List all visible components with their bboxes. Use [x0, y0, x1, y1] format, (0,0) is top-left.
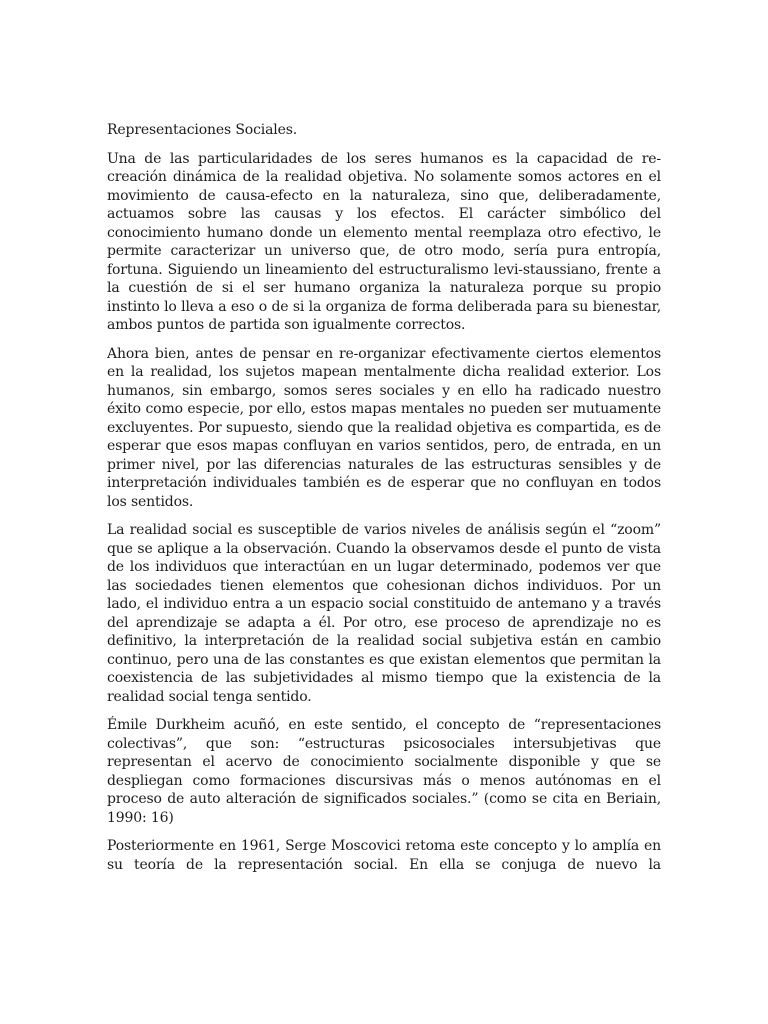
paragraph-5: Posteriormente en 1961, Serge Moscovici retoma este concepto y lo amplía en su teoría de la representación social. En ella se conjuga de nuevo la — [107, 838, 661, 873]
document-page — [107, 121, 661, 884]
paragraph-3: La realidad social es susceptible de varios niveles de análisis según el “zoom” que se aplique a la observación. Cuando la observamos desde el punto de vista de los individuos que interactúan en un lugar determinado, podemos ver que las sociedades tienen elementos que cohesionan dichos individuos. Por un lado, el individuo entra a un espacio social constituido de antemano y a través del aprendizaje se adapta a él. Por otro, ese proceso de aprendizaje no es definitivo, la interpretación de la realidad social subjetiva están en cambio continuo, pero una de las constantes es que existan elementos que permitan la coexistencia de las subjetividades al mismo tiempo que la existencia de la realidad social tenga sentido. — [107, 522, 661, 705]
document-title: Representaciones Sociales. — [107, 122, 298, 138]
paragraph-2: Ahora bien, antes de pensar en re-organizar efectivamente ciertos elementos en la realidad, los sujetos mapean mentalmente dicha realidad exterior. Los humanos, sin embargo, somos seres sociales y en ello ha radicado nuestro éxito como especie, por ello, estos mapas mentales no pueden ser mutuamente excluyentes. Por supuesto, siendo que la realidad objetiva es compartida, es de esperar que esos mapas confluyan en varios sentidos, pero, de entrada, en un primer nivel, por las diferencias naturales de las estructuras sensibles y de interpretación individuales también es de esperar que no confluyan en todos los sentidos. — [107, 345, 661, 510]
paragraph-4: Émile Durkheim acuñó, en este sentido, el concepto de “representaciones colectivas”, que son: “estructuras psicosociales intersubjetivas que representan el acervo de conocimiento socialmente disponible y que se despliegan como formaciones discursivas más o menos autónomas en el proceso de auto alteración de significados sociales.” (como se cita en Beriain, 1990: 16) — [107, 717, 661, 826]
paragraph-1: Una de las particularidades de los seres humanos es la capacidad de re-creación dinámica de la realidad objetiva. No solamente somos actores en el movimiento de causa-efecto en la naturaleza, sino que, deliberadamente, actuamos sobre las causas y los efectos. El carácter simbólico del conocimiento humano donde un elemento mental reemplaza otro efectivo, le permite caracterizar un universo que, de otro modo, sería pura entropía, fortuna. Siguiendo un lineamiento del estructuralismo levi-staussiano, frente a la cuestión de si el ser humano organiza la naturaleza porque su propio instinto lo lleva a eso o de si la organiza de forma deliberada para su bienestar, ambos puntos de partida son igualmente correctos. — [107, 150, 661, 333]
